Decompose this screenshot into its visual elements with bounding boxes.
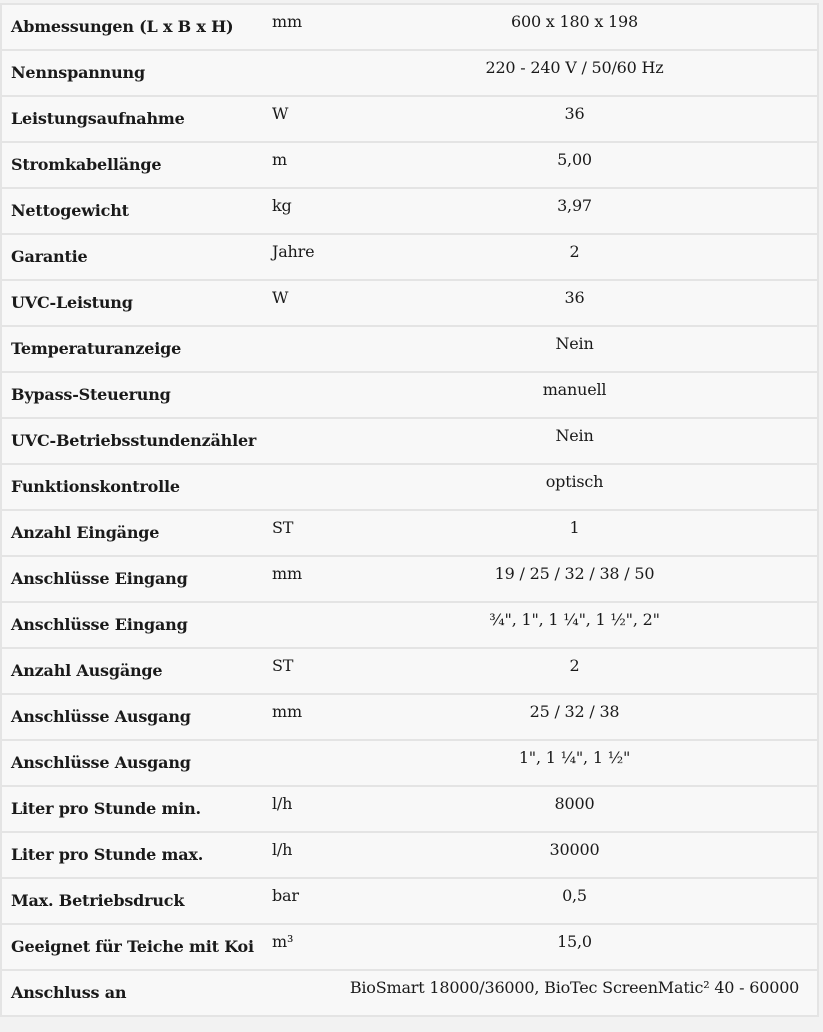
spec-label: Funktionskontrolle: [11, 477, 180, 497]
spec-unit: l/h: [272, 840, 293, 859]
spec-unit: [272, 419, 332, 463]
spec-value: ¾", 1", 1 ¼", 1 ½", 2": [489, 610, 660, 629]
spec-value: 19 / 25 / 32 / 38 / 50: [494, 564, 655, 583]
spec-row: [2, 649, 817, 695]
spec-unit: m: [272, 150, 287, 169]
spec-unit: bar: [272, 886, 299, 905]
spec-value: 1: [569, 518, 580, 537]
spec-value: 36: [564, 288, 585, 307]
spec-unit: W: [272, 288, 289, 307]
spec-unit: [272, 373, 332, 417]
spec-unit: [272, 741, 332, 785]
spec-unit: ST: [272, 518, 294, 537]
spec-label: Anschlüsse Ausgang: [11, 707, 191, 727]
spec-unit: m³: [272, 932, 294, 951]
spec-label: Bypass-Steuerung: [11, 385, 171, 405]
spec-unit: kg: [272, 196, 292, 215]
spec-label: Temperaturanzeige: [11, 339, 182, 359]
spec-value: 3,97: [557, 196, 592, 215]
spec-row: [2, 373, 817, 419]
spec-value: 5,00: [557, 150, 592, 169]
spec-label: UVC-Betriebsstundenzähler: [11, 431, 257, 451]
spec-row: [2, 5, 817, 51]
spec-label: Max. Betriebsdruck: [11, 891, 185, 911]
spec-value: 1", 1 ¼", 1 ½": [518, 748, 631, 767]
spec-label: Anschluss an: [11, 983, 127, 1003]
spec-unit: [272, 971, 332, 1015]
spec-value: optisch: [545, 472, 604, 491]
spec-value: 600 x 180 x 198: [510, 12, 638, 31]
spec-row: [2, 603, 817, 649]
spec-row: [2, 465, 817, 511]
spec-value: Nein: [555, 334, 594, 353]
spec-value: 2: [569, 656, 580, 675]
spec-row: [2, 833, 817, 879]
spec-value: 25 / 32 / 38: [529, 702, 620, 721]
spec-row: [2, 879, 817, 925]
spec-row: [2, 419, 817, 465]
spec-row: [2, 557, 817, 603]
spec-row: [2, 97, 817, 143]
spec-row: [2, 971, 817, 1015]
spec-label: Liter pro Stunde max.: [11, 845, 204, 865]
spec-label: Liter pro Stunde min.: [11, 799, 201, 819]
spec-label: Stromkabellänge: [11, 155, 162, 175]
spec-value: 8000: [554, 794, 595, 813]
spec-row: [2, 741, 817, 787]
spec-unit: l/h: [272, 794, 293, 813]
spec-label: Anschlüsse Ausgang: [11, 753, 191, 773]
spec-row: [2, 281, 817, 327]
spec-row: [2, 695, 817, 741]
spec-label: Garantie: [11, 247, 88, 267]
spec-unit: W: [272, 104, 289, 123]
spec-label: Anzahl Eingänge: [11, 523, 160, 543]
spec-value: 15,0: [557, 932, 592, 951]
spec-value: 36: [564, 104, 585, 123]
spec-row: [2, 143, 817, 189]
spec-label: UVC-Leistung: [11, 293, 133, 313]
spec-row: [2, 511, 817, 557]
spec-label: Anschlüsse Eingang: [11, 569, 188, 589]
spec-value: 0,5: [562, 886, 587, 905]
spec-unit: mm: [272, 564, 302, 583]
spec-value: 30000: [549, 840, 600, 859]
spec-value: BioSmart 18000/36000, BioTec ScreenMatic² 40 - 60000: [349, 978, 800, 997]
spec-row: [2, 189, 817, 235]
spec-row: [2, 235, 817, 281]
spec-label: Nennspannung: [11, 63, 145, 83]
spec-unit: ST: [272, 656, 294, 675]
spec-label: Nettogewicht: [11, 201, 129, 221]
spec-label: Anzahl Ausgänge: [11, 661, 163, 681]
spec-value: manuell: [542, 380, 607, 399]
spec-unit: [272, 51, 332, 95]
spec-unit: mm: [272, 12, 302, 31]
spec-value: Nein: [555, 426, 594, 445]
spec-label: Leistungsaufnahme: [11, 109, 185, 129]
spec-row: [2, 925, 817, 971]
spec-unit: [272, 603, 332, 647]
spec-unit: [272, 465, 332, 509]
spec-row: [2, 787, 817, 833]
spec-unit: [272, 327, 332, 371]
spec-label: Geeignet für Teiche mit Koi: [11, 937, 254, 957]
spec-row: [2, 327, 817, 373]
spec-row: [2, 51, 817, 97]
spec-table: [0, 3, 819, 1017]
spec-unit: Jahre: [272, 242, 315, 261]
spec-label: Anschlüsse Eingang: [11, 615, 188, 635]
spec-value: 220 - 240 V / 50/60 Hz: [485, 58, 664, 77]
spec-label: Abmessungen (L x B x H): [11, 17, 234, 37]
spec-value: 2: [569, 242, 580, 261]
spec-unit: mm: [272, 702, 302, 721]
